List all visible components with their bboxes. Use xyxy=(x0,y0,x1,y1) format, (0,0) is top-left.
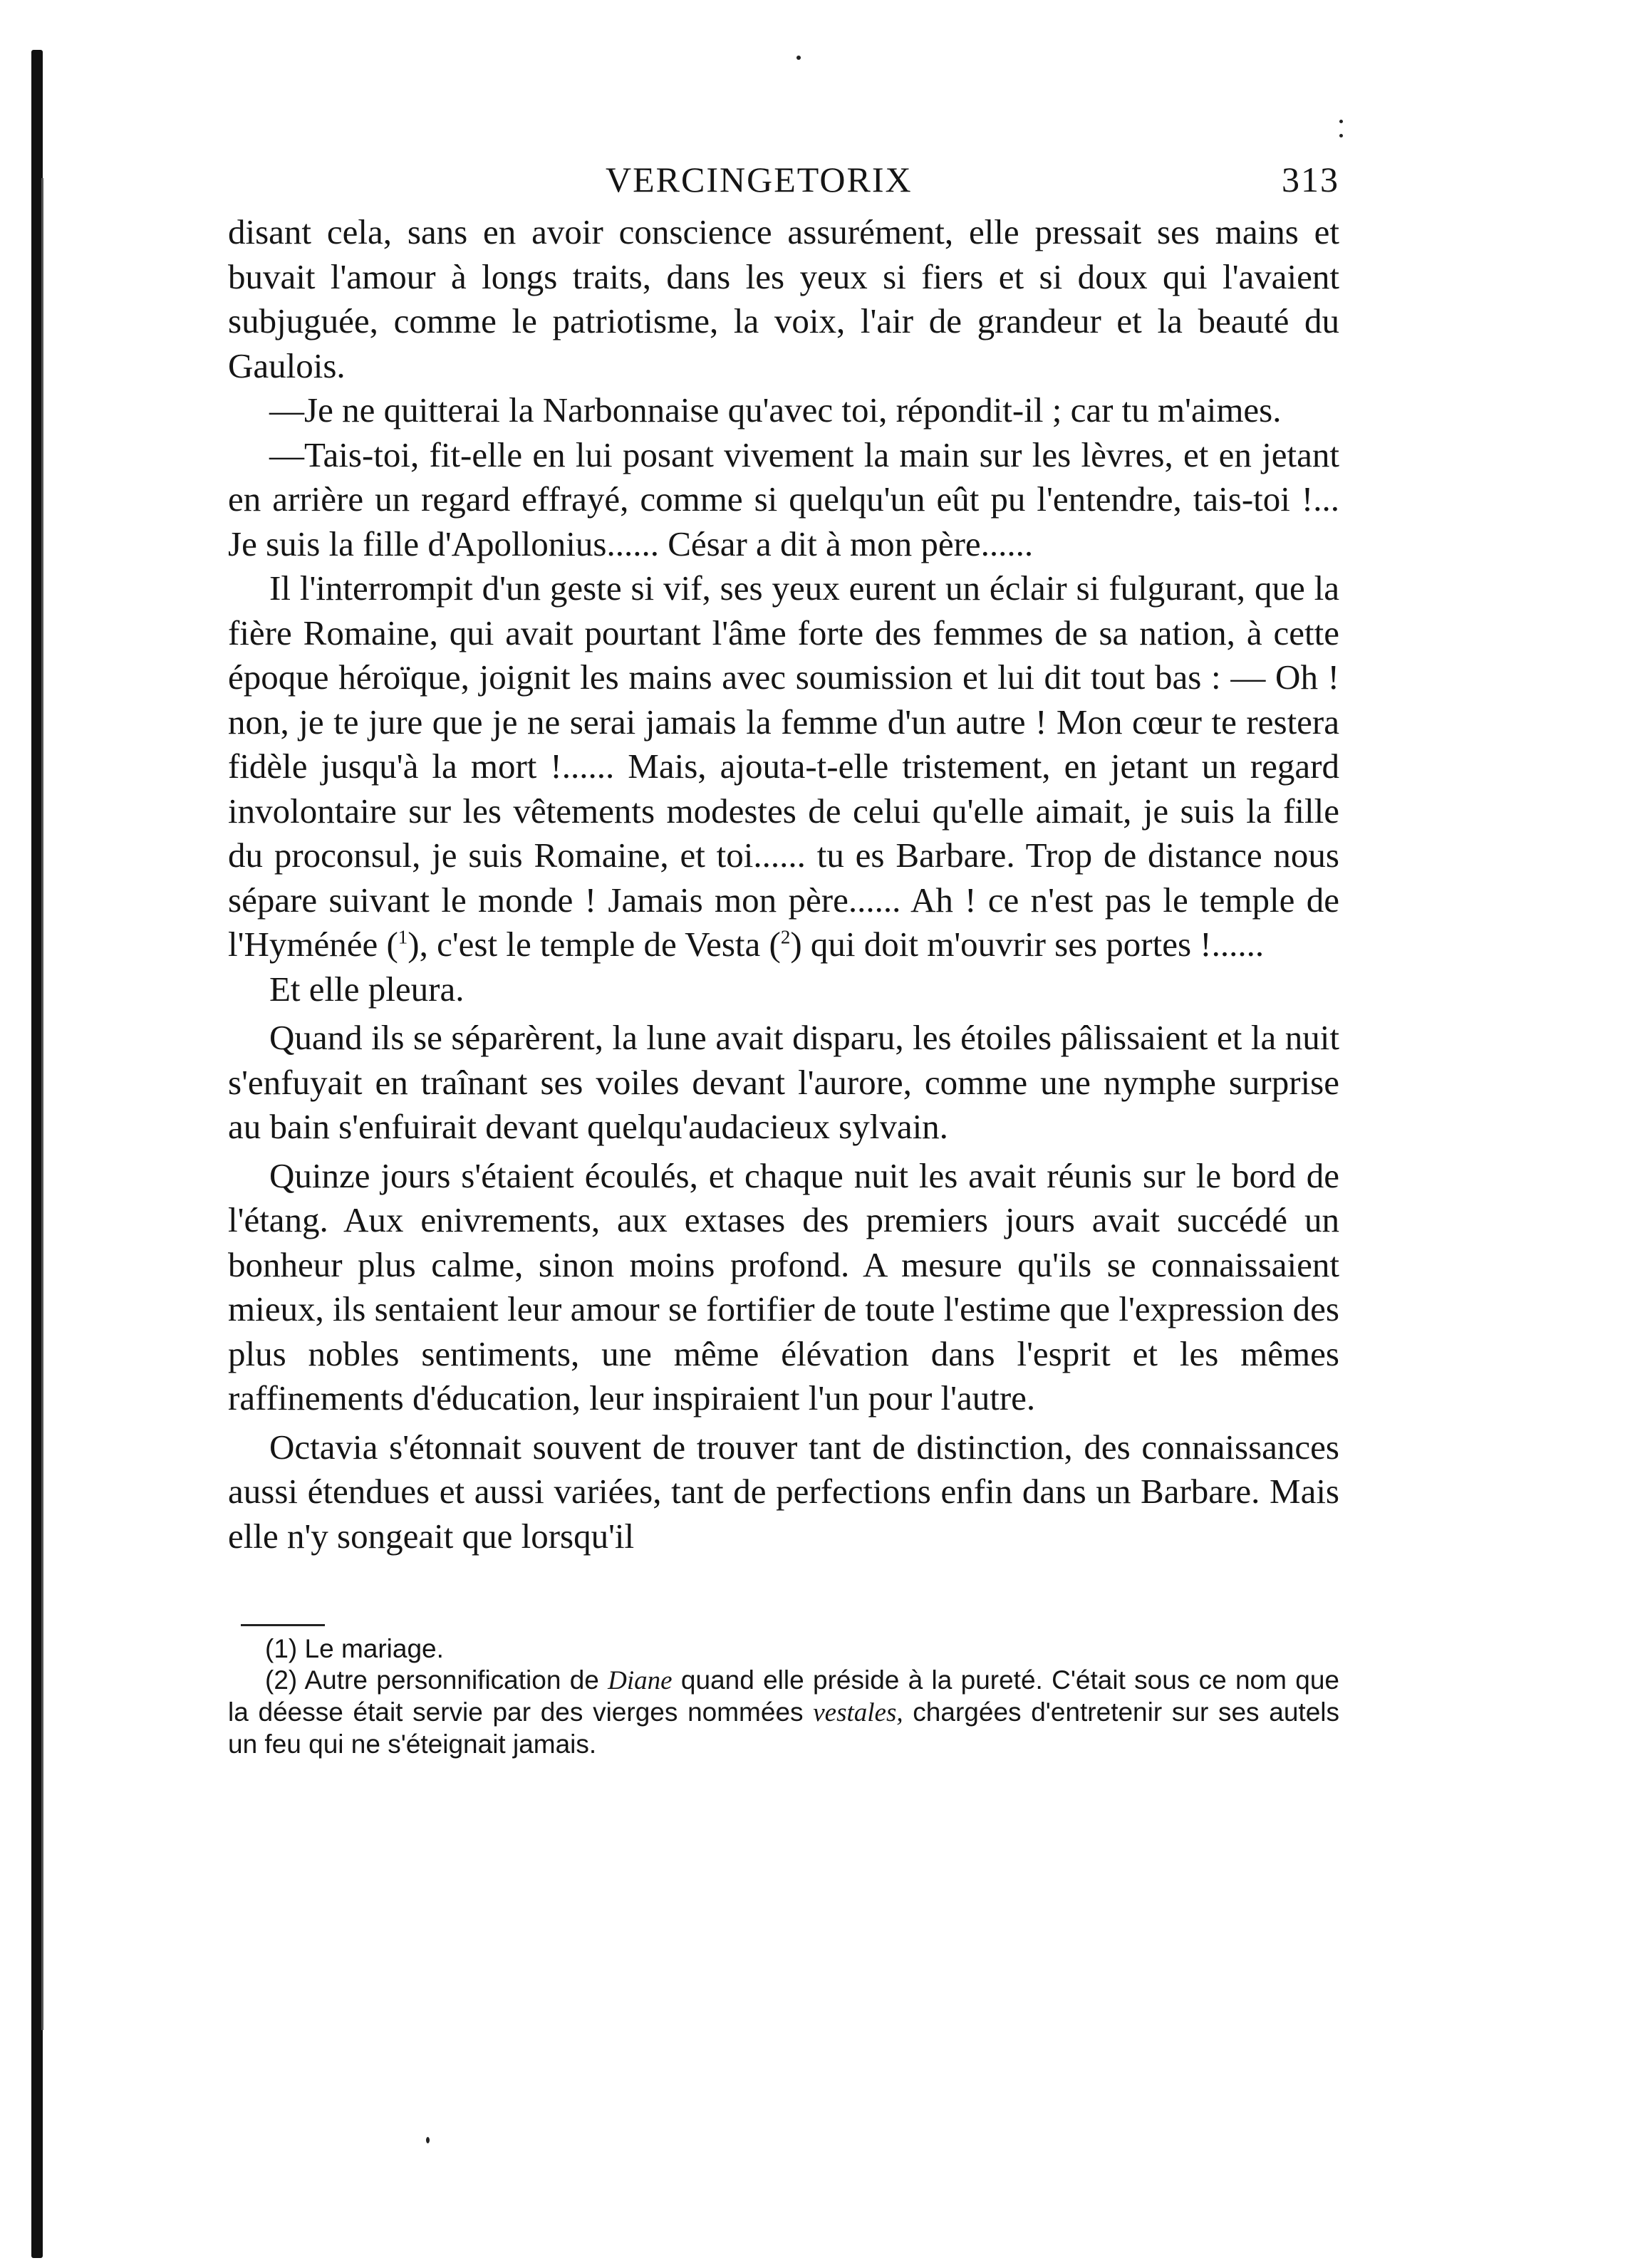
book-binding-edge xyxy=(31,50,43,2258)
paragraph: Quand ils se séparèrent, la lune avait disparu, les étoiles pâlissaient et la nuit s'enfuyait en traînant ses voiles devant l'aurore, comme une nymphe surprise au bain s'enfuirait devant quelqu'audacieux sylvain. xyxy=(228,1018,1339,1146)
footnote-number: (2) xyxy=(265,1665,298,1695)
book-page xyxy=(228,146,1339,1760)
paragraph xyxy=(228,566,1339,967)
footnote-1 xyxy=(228,1633,1339,1665)
footnote-ref-2: 2 xyxy=(780,926,791,948)
footnote-text: Autre personnification de xyxy=(304,1665,608,1695)
scan-speck xyxy=(1339,134,1343,137)
page-number: 313 xyxy=(1282,160,1339,199)
footnote-emphasis: vestales, xyxy=(813,1698,903,1727)
footnote-rule xyxy=(241,1624,325,1626)
footnote-number: (1) xyxy=(265,1634,298,1663)
paragraph: disant cela, sans en avoir conscience assurément, elle pressait ses mains et buvait l'amour à longs traits, dans les yeux si fiers et si doux qui l'avaient subjuguée, comme le patriotisme, la voix, l'air de grandeur et la beauté du Gaulois. xyxy=(228,212,1339,385)
footnote-ref-1: 1 xyxy=(398,926,408,948)
page-header xyxy=(228,146,1339,210)
scan-speck xyxy=(1339,120,1343,123)
footnote-emphasis: Diane xyxy=(608,1666,673,1695)
footnote-text: Le mariage. xyxy=(304,1634,444,1663)
body-text xyxy=(228,210,1339,1559)
paragraph: —Tais-toi, fit-elle en lui posant vivement la main sur les lèvres, et en jetant en arrière un regard effrayé, comme si quelqu'un eût pu l'entendre, tais-toi !... Je suis la fille d'Apollonius...... César a dit à mon père...... xyxy=(228,435,1339,563)
scan-speck xyxy=(426,2137,430,2143)
footnote-text: quand elle préside à la pureté. C'était sous ce nom que la déesse était servie par des vierges nommées xyxy=(228,1665,1339,1727)
paragraph: Et elle pleura. xyxy=(269,969,465,1009)
paragraph-text: ), c'est le temple de Vesta ( xyxy=(408,925,781,964)
footnotes xyxy=(228,1624,1339,1760)
running-title: VERCINGETORIX xyxy=(606,160,913,199)
paragraph: Quinze jours s'étaient écoulés, et chaque nuit les avait réunis sur le bord de l'étang. Aux enivrements, aux extases des premiers jours avait succédé un bonheur plus calme, sinon moins profond. A mesure qu'ils se connaissaient mieux, ils sentaient leur amour se fortifier de toute l'estime que l'expression des plus nobles sentiments, une même élévation dans l'esprit et les mêmes raffinements d'éducation, leur inspiraient l'un pour l'autre. xyxy=(228,1155,1339,1418)
paragraph: Octavia s'étonnait souvent de trouver tant de distinction, des connaissances aussi étendues et aussi variées, tant de perfections enfin dans un Barbare. Mais elle n'y songeait que lorsqu'il xyxy=(228,1427,1339,1556)
note-open-paren: ( xyxy=(386,925,398,964)
footnote-2 xyxy=(228,1665,1339,1760)
paragraph-text: Il l'interrompit d'un geste si vif, ses yeux eurent un éclair si fulgurant, que la fière Romaine, qui avait pourtant l'âme forte des femmes de sa nation, à cette époque héroïque, joignit les mains avec soumission et lui dit tout bas : — Oh ! non, je te jure que je ne serai jamais la femme d'un autre ! Mon cœur te restera fidèle jusqu'à la mort !...... Mais, ajouta-t-elle tristement, en jetant un regard involontaire sur les vêtements modestes de celui qu'elle aimait, je suis la fille du proconsul, je suis Romaine, et toi...... tu es Barbare. Trop de distance nous sépare suivant le monde ! Jamais mon père...... Ah ! ce n'est pas le temple de l'Hyménée xyxy=(228,568,1339,964)
paragraph-text: ) qui doit m'ouvrir ses portes !...... xyxy=(790,925,1265,964)
scan-speck xyxy=(796,56,801,60)
paragraph: —Je ne quitterai la Narbonnaise qu'avec toi, répondit-il ; car tu m'aimes. xyxy=(269,390,1282,430)
footnote-text: chargées d'entretenir sur ses autels un feu qui ne s'éteignait jamais. xyxy=(228,1697,1339,1759)
